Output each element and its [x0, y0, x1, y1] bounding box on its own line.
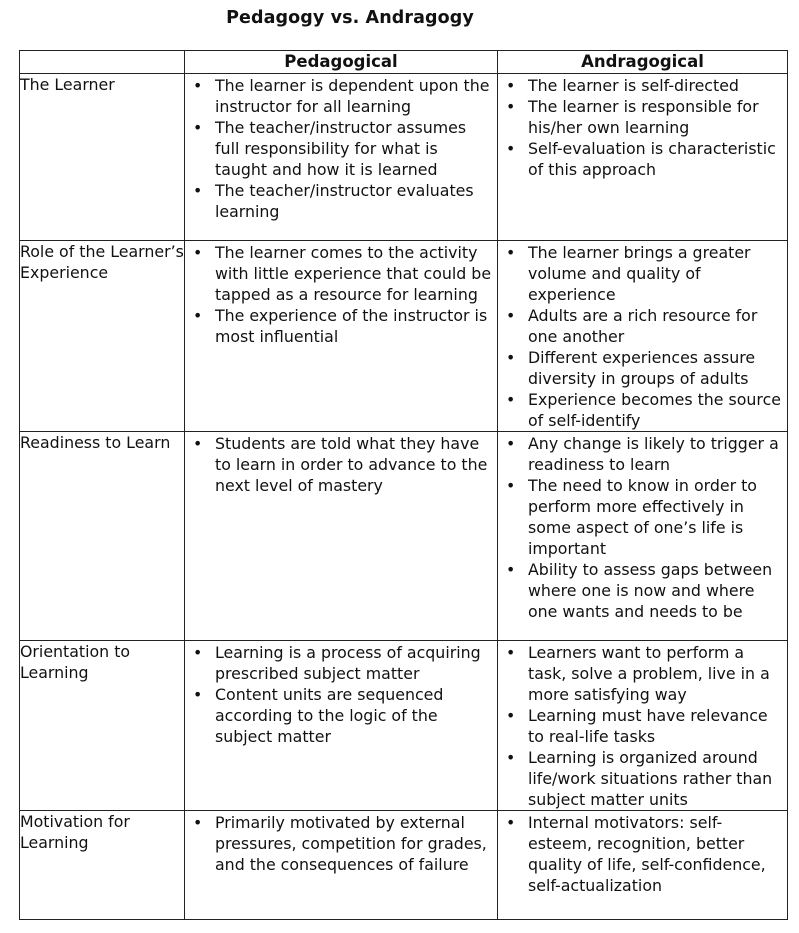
bullet-list [498, 74, 787, 180]
bullet-list [498, 432, 787, 622]
pedagogical-cell [185, 811, 498, 920]
header-empty [20, 51, 185, 74]
andragogical-cell [498, 811, 788, 920]
list-item: • The learner is dependent upon the instructor for all learning [215, 75, 493, 117]
bullet-list [185, 241, 497, 347]
list-item: • The experience of the instructor is most influential [215, 305, 493, 347]
list-item: • Self-evaluation is characteristic of this approach [528, 138, 783, 180]
header-row [20, 51, 788, 74]
row-label: Readiness to Learn [20, 432, 185, 641]
list-item: • Learners want to perform a task, solve a problem, live in a more satisfying way [528, 642, 783, 705]
list-item: • Students are told what they have to learn in order to advance to the next level of mastery [215, 433, 493, 496]
list-item: • The need to know in order to perform more effectively in some aspect of one’s life is important [528, 475, 783, 559]
page-title: Pedagogy vs. Andragogy [226, 8, 474, 28]
row-label: Role of the Learner’s Experience [20, 241, 185, 432]
list-item: • The learner is responsible for his/her own learning [528, 96, 783, 138]
andragogical-cell [498, 241, 788, 432]
bullet-list [498, 811, 787, 896]
list-item: • The learner comes to the activity with little experience that could be tapped as a resource for learning [215, 242, 493, 305]
row-label: Motivation for Learning [20, 811, 185, 920]
table-row [20, 432, 788, 641]
andragogical-cell [498, 74, 788, 241]
list-item: • Different experiences assure diversity in groups of adults [528, 347, 783, 389]
bullet-list [185, 74, 497, 222]
andragogical-cell [498, 641, 788, 811]
list-item: • Learning is a process of acquiring prescribed subject matter [215, 642, 493, 684]
list-item: • The learner is self-directed [528, 75, 783, 96]
list-item: • Any change is likely to trigger a readiness to learn [528, 433, 783, 475]
list-item: • Adults are a rich resource for one another [528, 305, 783, 347]
list-item: • Content units are sequenced according to the logic of the subject matter [215, 684, 493, 747]
table-row [20, 241, 788, 432]
bullet-list [498, 641, 787, 810]
bullet-list [185, 432, 497, 496]
pedagogical-cell [185, 432, 498, 641]
list-item: • The teacher/instructor evaluates learning [215, 180, 493, 222]
list-item: • Primarily motivated by external pressures, competition for grades, and the consequences of failure [215, 812, 493, 875]
row-label: Orientation to Learning [20, 641, 185, 811]
list-item: • The learner brings a greater volume and quality of experience [528, 242, 783, 305]
list-item: • Internal motivators: self-esteem, recognition, better quality of life, self-confidence, self-actualization [528, 812, 783, 896]
header-andragogical: Andragogical [498, 51, 788, 74]
bullet-list [185, 641, 497, 747]
list-item: • Learning must have relevance to real-life tasks [528, 705, 783, 747]
table-row [20, 641, 788, 811]
bullet-list [185, 811, 497, 875]
pedagogical-cell [185, 241, 498, 432]
row-label: The Learner [20, 74, 185, 241]
bullet-list [498, 241, 787, 431]
list-item: • Learning is organized around life/work situations rather than subject matter units [528, 747, 783, 810]
table-row [20, 811, 788, 920]
table-row [20, 74, 788, 241]
header-pedagogical: Pedagogical [185, 51, 498, 74]
list-item: • Ability to assess gaps between where one is now and where one wants and needs to be [528, 559, 783, 622]
pedagogical-cell [185, 74, 498, 241]
comparison-table [19, 50, 788, 920]
list-item: • The teacher/instructor assumes full responsibility for what is taught and how it is learned [215, 117, 493, 180]
andragogical-cell [498, 432, 788, 641]
pedagogical-cell [185, 641, 498, 811]
list-item: • Experience becomes the source of self-identify [528, 389, 783, 431]
